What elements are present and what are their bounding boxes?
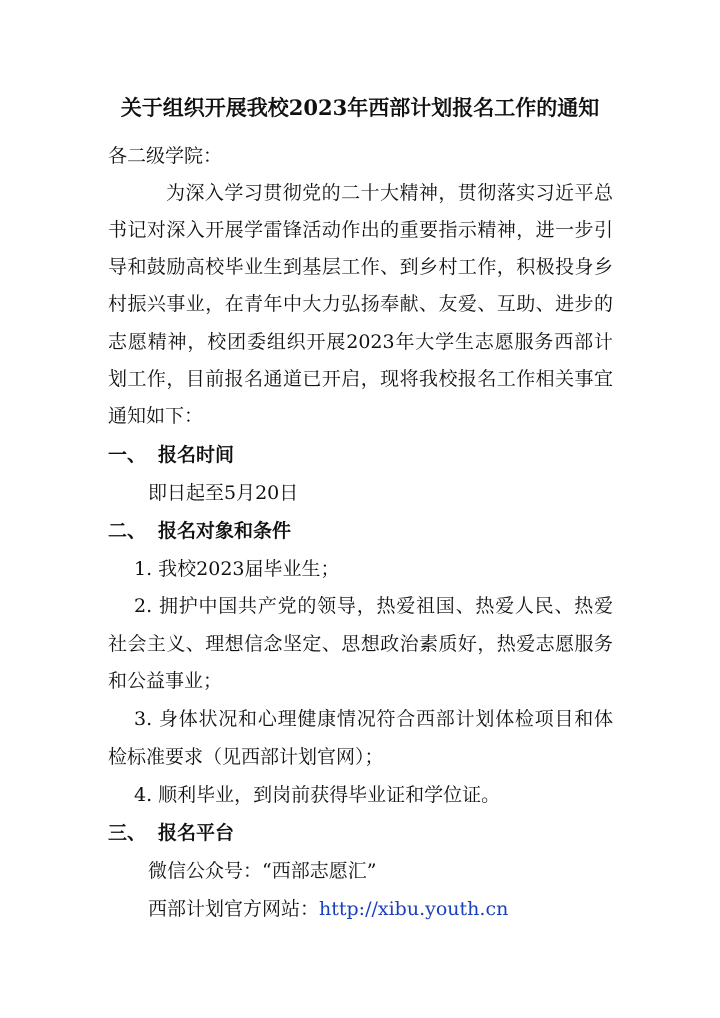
intro-line: 书记对深入开展学雷锋活动作出的重要指示精神，进一步引 (108, 219, 613, 241)
list-item-continuation: 和公益事业； (108, 670, 223, 692)
list-item: 2. 拥护中国共产党的领导，热爱祖国、热爱人民、热爱 (134, 595, 613, 617)
salutation: 各二级学院： (108, 145, 223, 167)
intro-line: 为深入学习贯彻党的二十大精神，贯彻落实习近平总 (166, 182, 613, 204)
intro-line: 通知如下： (108, 405, 204, 427)
section-heading (108, 821, 234, 845)
list-item-continuation: 社会主义、理想信念坚定、思想政治素质好，热爱志愿服务 (108, 633, 613, 655)
intro-line: 划工作，目前报名通道已开启，现将我校报名工作相关事宜 (108, 368, 613, 390)
website-label: 西部计划官方网站： (148, 898, 320, 920)
intro-line: 村振兴事业，在青年中大力弘扬奉献、友爱、互助、进步的 (108, 293, 613, 315)
section-title: 报名对象和条件 (158, 520, 292, 542)
intro-line: 志愿精神，校团委组织开展2023年大学生志愿服务西部计 (108, 331, 613, 353)
document-title: 关于组织开展我校2023年西部计划报名工作的通知 (120, 95, 600, 120)
section-heading (108, 443, 234, 467)
section-number: 二、 (108, 520, 147, 542)
section-title: 报名时间 (158, 444, 235, 466)
intro-line: 导和鼓励高校毕业生到基层工作、到乡村工作，积极投身乡 (108, 256, 613, 278)
section-line: 即日起至5月20日 (148, 482, 299, 504)
list-item: 4. 顺利毕业，到岗前获得毕业证和学位证。 (134, 784, 501, 806)
wechat-account: 微信公众号：“西部志愿汇” (148, 860, 377, 882)
list-item: 1. 我校2023届毕业生； (134, 558, 340, 580)
section-title: 报名平台 (158, 822, 235, 844)
section-number: 三、 (108, 822, 147, 844)
section-heading (108, 519, 291, 543)
section-number: 一、 (108, 444, 147, 466)
list-item: 3. 身体状况和心理健康情况符合西部计划体检项目和体 (134, 708, 613, 730)
website-link[interactable]: http://xibu.youth.cn (319, 898, 509, 920)
website-line (148, 897, 653, 921)
list-item-continuation: 检标准要求（见西部计划官网）； (108, 746, 384, 768)
